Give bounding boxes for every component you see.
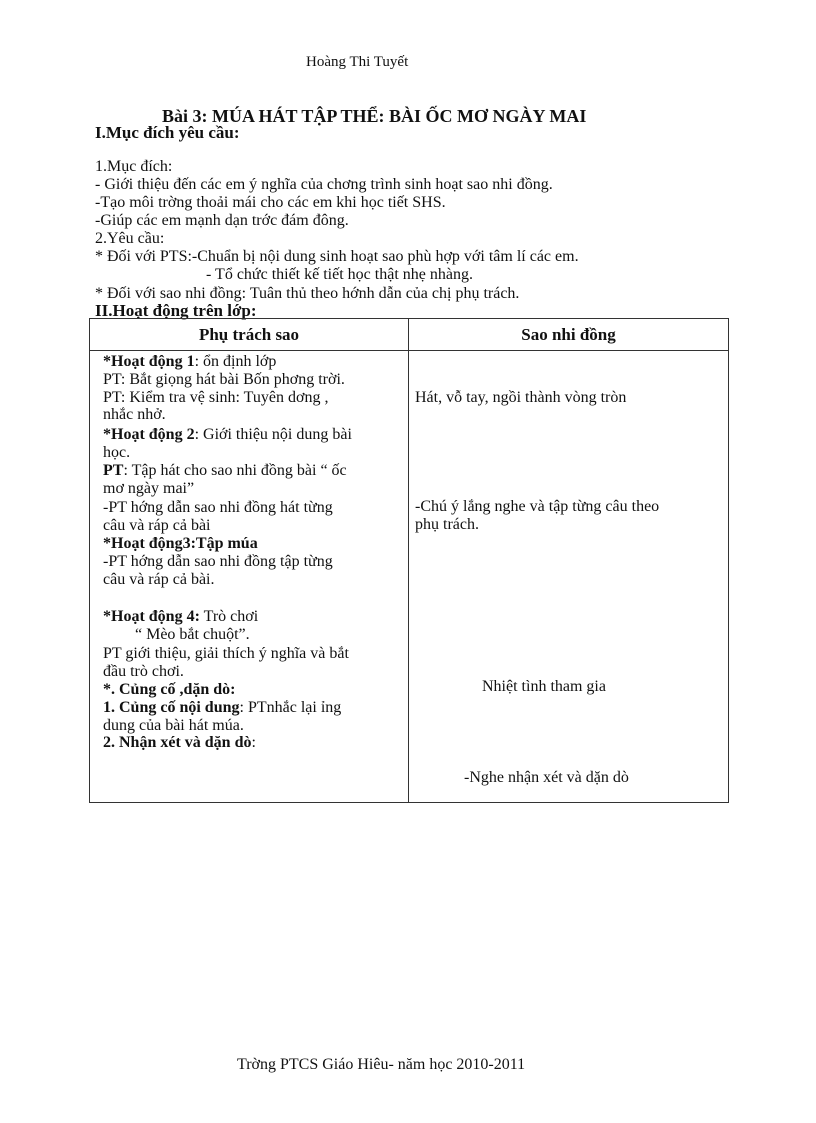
consolidation-2-line: 2. Nhận xét và dặn dò: xyxy=(103,734,256,751)
text-line: -PT hớng dẫn sao nhi đồng tập từng xyxy=(103,553,333,570)
col-header-children: Sao nhi đồng xyxy=(409,319,729,351)
text-line: PT: Kiểm tra vệ sinh: Tuyên dơng , xyxy=(103,389,329,406)
consolidation-heading: *. Củng cố ,dặn dò: xyxy=(103,681,236,698)
lesson-title: Bài 3: MÚA HÁT TẬP THỂ: BÀI ỐC MƠ NGÀY MAI xyxy=(162,106,587,126)
purpose-line: 2.Yêu cầu: xyxy=(95,230,165,247)
col-header-leader: Phụ trách sao xyxy=(90,319,409,351)
leader-cell xyxy=(90,351,409,803)
purpose-line: - Giới thiệu đến các em ý nghĩa của chơng trình sinh hoạt sao nhi đồng. xyxy=(95,176,553,193)
purpose-line: -Tạo môi trờng thoải mái cho các em khi học tiết SHS. xyxy=(95,194,446,211)
purpose-line: -Giúp các em mạnh dạn trớc đám đông. xyxy=(95,212,349,229)
text-line: PT giới thiệu, giải thích ý nghĩa và bắt xyxy=(103,645,349,662)
text-line: câu và ráp cả bài xyxy=(103,517,211,534)
text-line: dung của bài hát múa. xyxy=(103,717,244,734)
text-line: đầu trò chơi. xyxy=(103,663,184,680)
activity-1-line: *Hoạt động 1: ổn định lớp xyxy=(103,353,277,370)
children-response-1: Hát, vỗ tay, ngồi thành vòng tròn xyxy=(415,389,627,406)
text-line: “ Mèo bắt chuột”. xyxy=(135,626,250,643)
section-purpose-heading: I.Mục đích yêu cầu: xyxy=(95,123,240,142)
footer-school: Trờng PTCS Giáo Hiêu- năm học 2010-2011 xyxy=(237,1056,526,1073)
children-cell xyxy=(409,351,729,803)
children-response-3: Nhiệt tình tham gia xyxy=(482,678,606,695)
children-response-2b: phụ trách. xyxy=(415,516,479,533)
consolidation-1-line: 1. Củng cố nội dung: PTnhắc lại ỉng xyxy=(103,699,342,716)
text-line: học. xyxy=(103,444,131,461)
section-activities-heading: II.Hoạt động trên lớp: xyxy=(95,301,257,320)
pt-line: PT: Tập hát cho sao nhi đồng bài “ ốc xyxy=(103,462,347,479)
text-line: PT: Bắt giọng hát bài Bốn phơng trời. xyxy=(103,371,345,388)
purpose-line: * Đối với sao nhi đồng: Tuân thủ theo hớnh dẫn của chị phụ trách. xyxy=(95,285,520,302)
purpose-line: - Tổ chức thiết kế tiết học thật nhẹ nhàng. xyxy=(206,266,473,283)
activity-table xyxy=(89,318,729,803)
activity-4-line: *Hoạt động 4: Trò chơi xyxy=(103,608,259,625)
purpose-line: 1.Mục đích: xyxy=(95,158,173,175)
activity-2-line: *Hoạt động 2: Giới thiệu nội dung bài xyxy=(103,426,352,443)
text-line: mơ ngày mai” xyxy=(103,480,195,497)
table-row xyxy=(90,351,729,803)
activity-3-line: *Hoạt động3:Tập múa xyxy=(103,535,258,552)
table-header-row xyxy=(90,319,729,351)
children-response-4: -Nghe nhận xét và dặn dò xyxy=(464,769,629,786)
text-line: nhắc nhở. xyxy=(103,406,166,423)
text-line: -PT hớng dẫn sao nhi đồng hát từng xyxy=(103,499,333,516)
purpose-line: * Đối với PTS:-Chuẩn bị nội dung sinh hoạt sao phù hợp với tâm lí các em. xyxy=(95,248,579,265)
children-response-2: -Chú ý lắng nghe và tập từng câu theo xyxy=(415,498,660,515)
text-line: câu và ráp cả bài. xyxy=(103,571,215,588)
